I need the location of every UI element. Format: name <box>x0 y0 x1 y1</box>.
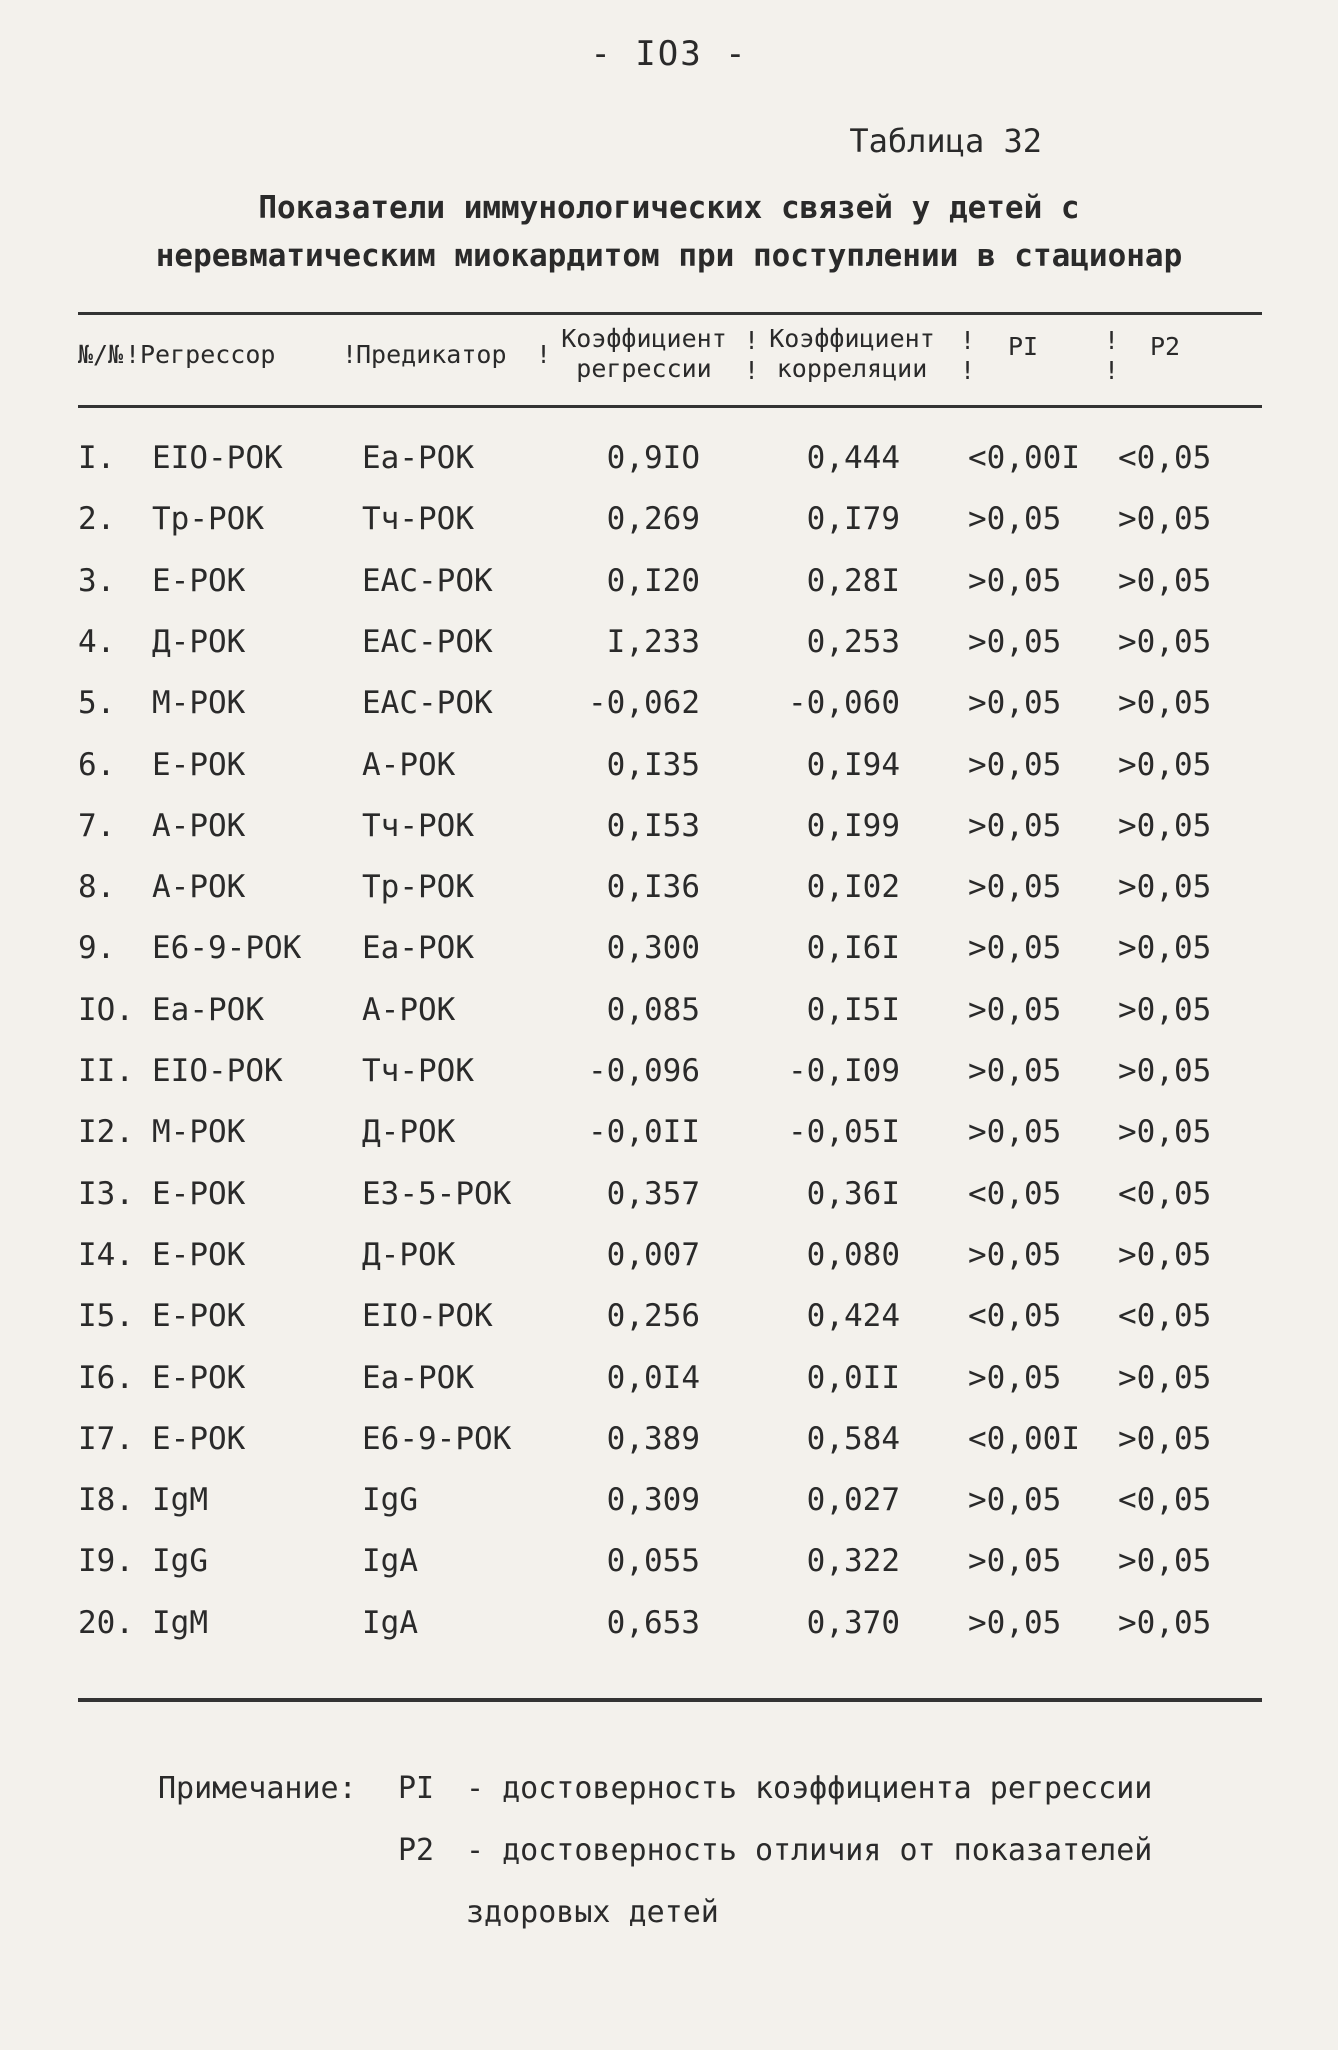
row-number: I8. <box>78 1482 134 1519</box>
p1-cell: <0,05 <box>968 1175 1062 1212</box>
regressor-cell: Д-POK <box>152 623 246 660</box>
row-number: 6. <box>78 746 116 783</box>
predictor-cell: EAC-POK <box>362 562 493 599</box>
regressor-cell: A-POK <box>152 807 246 844</box>
table-row <box>0 561 1338 621</box>
p2-cell: >0,05 <box>1118 1114 1212 1151</box>
p2-cell: >0,05 <box>1118 562 1212 599</box>
table-row <box>0 1358 1338 1418</box>
predictor-cell: Д-POK <box>362 1114 456 1151</box>
regression-coefficient-cell: 0,256 <box>606 1298 700 1335</box>
p1-cell: >0,05 <box>968 1359 1062 1396</box>
header-coef-line-1: Коэффициент <box>561 324 727 353</box>
p1-cell: >0,05 <box>968 1543 1062 1580</box>
regression-coefficient-cell: 0,I20 <box>606 562 700 599</box>
p2-cell: >0,05 <box>1118 623 1212 660</box>
correlation-coefficient-cell: 0,444 <box>806 440 900 476</box>
regression-coefficient-cell: -0,0II <box>588 1114 700 1151</box>
p1-cell: >0,05 <box>968 623 1062 660</box>
p2-cell: >0,05 <box>1118 746 1212 783</box>
p1-cell: <0,00I <box>968 440 1080 476</box>
header-corr-line-2: корреляции <box>776 354 928 383</box>
header-separator: ! <box>1104 356 1120 385</box>
p1-cell: >0,05 <box>968 1604 1062 1641</box>
table-row <box>0 1541 1338 1601</box>
row-number: I9. <box>78 1543 134 1580</box>
note-p2-text-continued: здоровых детей <box>466 1895 719 1930</box>
correlation-coefficient-cell: 0,584 <box>806 1420 900 1457</box>
row-number: I5. <box>78 1298 134 1335</box>
p1-cell: >0,05 <box>968 930 1062 967</box>
correlation-coefficient-cell: 0,I6I <box>806 930 900 967</box>
table-row <box>0 1235 1338 1295</box>
row-number: 3. <box>78 562 116 599</box>
row-number: 7. <box>78 807 116 844</box>
regression-coefficient-cell: 0,300 <box>606 930 700 967</box>
p1-cell: >0,05 <box>968 1053 1062 1089</box>
table-row <box>0 1051 1338 1111</box>
note-label: Примечание: <box>158 1771 357 1806</box>
header-regressor: Регрессор <box>140 340 276 369</box>
p2-cell: >0,05 <box>1118 1420 1212 1457</box>
regressor-cell: E-POK <box>152 746 246 783</box>
correlation-coefficient-cell: 0,027 <box>806 1482 900 1519</box>
table-caption <box>0 184 1338 280</box>
regressor-cell: IgM <box>152 1604 208 1641</box>
predictor-cell: EIO-POK <box>362 1298 493 1335</box>
regressor-cell: EIO-POK <box>152 440 283 476</box>
correlation-coefficient-cell: 0,370 <box>806 1604 900 1641</box>
predictor-cell: A-POK <box>362 991 456 1028</box>
regressor-cell: E6-9-POK <box>152 930 302 967</box>
p2-cell: >0,05 <box>1118 1604 1212 1641</box>
row-number: 20. <box>78 1604 134 1641</box>
p2-cell: >0,05 <box>1118 501 1212 538</box>
p1-cell: >0,05 <box>968 501 1062 538</box>
regression-coefficient-cell: 0,269 <box>606 501 700 538</box>
table-row <box>0 928 1338 988</box>
predictor-cell: Ea-POK <box>362 440 474 476</box>
correlation-coefficient-cell: 0,I99 <box>806 807 900 844</box>
table-row <box>0 806 1338 866</box>
regressor-cell: Ea-POK <box>152 991 264 1028</box>
regression-coefficient-cell: 0,389 <box>606 1420 700 1457</box>
table-header-rule <box>78 405 1262 408</box>
p2-cell: <0,05 <box>1118 1175 1212 1212</box>
regressor-cell: IgG <box>152 1543 208 1580</box>
p1-cell: >0,05 <box>968 807 1062 844</box>
table-top-rule <box>78 312 1262 315</box>
table-label: Таблица 32 <box>849 122 1042 160</box>
header-p1: PI <box>1008 332 1039 361</box>
p2-cell: >0,05 <box>1118 807 1212 844</box>
header-separator: ! <box>960 356 976 385</box>
predictor-cell: Tч-POK <box>362 501 474 538</box>
caption-line-1: Показатели иммунологических связей у детей с <box>258 190 1080 226</box>
p1-cell: >0,05 <box>968 991 1062 1028</box>
predictor-cell: Ea-POK <box>362 1359 474 1396</box>
note-line-1 <box>158 1758 1152 1820</box>
predictor-cell: E3-5-POK <box>362 1175 512 1212</box>
regressor-cell: Tp-POK <box>152 501 264 538</box>
p2-cell: >0,05 <box>1118 1236 1212 1273</box>
regression-coefficient-cell: 0,9IO <box>606 440 700 476</box>
row-number: I3. <box>78 1175 134 1212</box>
row-number: 9. <box>78 930 116 967</box>
correlation-coefficient-cell: -0,I09 <box>788 1053 900 1089</box>
regressor-cell: E-POK <box>152 1236 246 1273</box>
correlation-coefficient-cell: 0,36I <box>806 1175 900 1212</box>
header-separator: ! <box>744 326 760 355</box>
table-row <box>0 1603 1338 1663</box>
table-row <box>0 1174 1338 1234</box>
table-row <box>0 683 1338 743</box>
table-row <box>0 867 1338 927</box>
row-number: I2. <box>78 1114 134 1151</box>
table-row <box>0 438 1338 498</box>
table-row <box>0 622 1338 682</box>
header-separator: ! <box>125 340 141 369</box>
row-number: I6. <box>78 1359 134 1396</box>
correlation-coefficient-cell: 0,322 <box>806 1543 900 1580</box>
p1-cell: >0,05 <box>968 1236 1062 1273</box>
correlation-coefficient-cell: 0,I79 <box>806 501 900 538</box>
regression-coefficient-cell: 0,653 <box>606 1604 700 1641</box>
row-number: 5. <box>78 685 116 722</box>
correlation-coefficient-cell: 0,I5I <box>806 991 900 1028</box>
table-row <box>0 499 1338 559</box>
p2-cell: <0,05 <box>1118 1482 1212 1519</box>
note-p1-symbol: PI <box>398 1771 435 1806</box>
predictor-cell: Tч-POK <box>362 1053 474 1089</box>
regression-coefficient-cell: 0,I53 <box>606 807 700 844</box>
table-notes <box>158 1758 1152 1944</box>
row-number: IO. <box>78 991 134 1028</box>
header-num: №/№ <box>78 340 124 369</box>
p2-cell: >0,05 <box>1118 869 1212 906</box>
regression-coefficient-cell: 0,085 <box>606 991 700 1028</box>
header-separator: ! <box>1104 326 1120 355</box>
header-corr-line-1: Коэффициент <box>769 324 935 353</box>
regressor-cell: M-POK <box>152 685 246 722</box>
regression-coefficient-cell: 0,357 <box>606 1175 700 1212</box>
p1-cell: >0,05 <box>968 1482 1062 1519</box>
table-row <box>0 1480 1338 1540</box>
correlation-coefficient-cell: 0,I02 <box>806 869 900 906</box>
p2-cell: >0,05 <box>1118 1053 1212 1089</box>
header-separator: ! <box>342 340 358 369</box>
predictor-cell: IgA <box>362 1543 418 1580</box>
row-number: I7. <box>78 1420 134 1457</box>
p1-cell: <0,05 <box>968 1298 1062 1335</box>
regressor-cell: E-POK <box>152 1298 246 1335</box>
header-p2: P2 <box>1150 332 1181 361</box>
regressor-cell: EIO-POK <box>152 1053 283 1089</box>
p1-cell: >0,05 <box>968 685 1062 722</box>
predictor-cell: EAC-POK <box>362 685 493 722</box>
table-row <box>0 1112 1338 1172</box>
header-predictor: Предикатор <box>356 340 507 369</box>
header-coef <box>544 324 744 384</box>
regressor-cell: E-POK <box>152 1359 246 1396</box>
correlation-coefficient-cell: 0,080 <box>806 1236 900 1273</box>
note-p1-text: - достоверность коэффициента регрессии <box>466 1771 1153 1806</box>
predictor-cell: A-POK <box>362 746 456 783</box>
p2-cell: >0,05 <box>1118 685 1212 722</box>
predictor-cell: IgA <box>362 1604 418 1641</box>
row-number: 2. <box>78 501 116 538</box>
note-line-2 <box>158 1820 1152 1882</box>
table-row <box>0 745 1338 805</box>
note-p2-symbol: P2 <box>398 1833 435 1868</box>
table-row <box>0 1296 1338 1356</box>
predictor-cell: Tч-POK <box>362 807 474 844</box>
predictor-cell: IgG <box>362 1482 418 1519</box>
page-number: - IO3 - <box>590 34 748 74</box>
caption-line-2: неревматическим миокардитом при поступлении в стационар <box>155 238 1183 274</box>
regressor-cell: E-POK <box>152 562 246 599</box>
predictor-cell: EAC-POK <box>362 623 493 660</box>
regression-coefficient-cell: 0,I35 <box>606 746 700 783</box>
p1-cell: >0,05 <box>968 746 1062 783</box>
note-line-3 <box>158 1882 1152 1944</box>
regression-coefficient-cell: -0,062 <box>588 685 700 722</box>
table-bottom-rule <box>78 1698 1262 1702</box>
regression-coefficient-cell: 0,309 <box>606 1482 700 1519</box>
correlation-coefficient-cell: 0,424 <box>806 1298 900 1335</box>
p2-cell: >0,05 <box>1118 1543 1212 1580</box>
p1-cell: <0,00I <box>968 1420 1080 1457</box>
correlation-coefficient-cell: -0,060 <box>788 685 900 722</box>
row-number: 8. <box>78 869 116 906</box>
table-row <box>0 990 1338 1050</box>
p1-cell: >0,05 <box>968 1114 1062 1151</box>
correlation-coefficient-cell: 0,28I <box>806 562 900 599</box>
regressor-cell: IgM <box>152 1482 208 1519</box>
correlation-coefficient-cell: 0,0II <box>806 1359 900 1396</box>
regressor-cell: M-POK <box>152 1114 246 1151</box>
correlation-coefficient-cell: -0,05I <box>788 1114 900 1151</box>
table-row <box>0 1419 1338 1479</box>
p2-cell: <0,05 <box>1118 1298 1212 1335</box>
regression-coefficient-cell: -0,096 <box>588 1053 700 1089</box>
row-number: 4. <box>78 623 116 660</box>
p2-cell: <0,05 <box>1118 440 1212 476</box>
row-number: I4. <box>78 1236 134 1273</box>
correlation-coefficient-cell: 0,I94 <box>806 746 900 783</box>
predictor-cell: Tp-POK <box>362 869 474 906</box>
regressor-cell: E-POK <box>152 1175 246 1212</box>
p1-cell: >0,05 <box>968 562 1062 599</box>
predictor-cell: Ea-POK <box>362 930 474 967</box>
row-number: II. <box>78 1053 134 1089</box>
regression-coefficient-cell: 0,0I4 <box>606 1359 700 1396</box>
p2-cell: >0,05 <box>1118 991 1212 1028</box>
header-separator: ! <box>744 356 760 385</box>
regression-coefficient-cell: 0,007 <box>606 1236 700 1273</box>
row-number: I. <box>78 440 116 476</box>
regressor-cell: A-POK <box>152 869 246 906</box>
p1-cell: >0,05 <box>968 869 1062 906</box>
header-separator: ! <box>960 326 976 355</box>
predictor-cell: E6-9-POK <box>362 1420 512 1457</box>
header-separator: ! <box>536 340 552 369</box>
header-corr <box>752 324 952 384</box>
p2-cell: >0,05 <box>1118 1359 1212 1396</box>
header-coef-line-2: регрессии <box>576 354 712 383</box>
table-header <box>0 322 1338 402</box>
predictor-cell: Д-POK <box>362 1236 456 1273</box>
regression-coefficient-cell: I,233 <box>606 623 700 660</box>
correlation-coefficient-cell: 0,253 <box>806 623 900 660</box>
p2-cell: >0,05 <box>1118 930 1212 967</box>
regression-coefficient-cell: 0,I36 <box>606 869 700 906</box>
note-p2-text: - достоверность отличия от показателей <box>466 1833 1153 1868</box>
regressor-cell: E-POK <box>152 1420 246 1457</box>
regression-coefficient-cell: 0,055 <box>606 1543 700 1580</box>
